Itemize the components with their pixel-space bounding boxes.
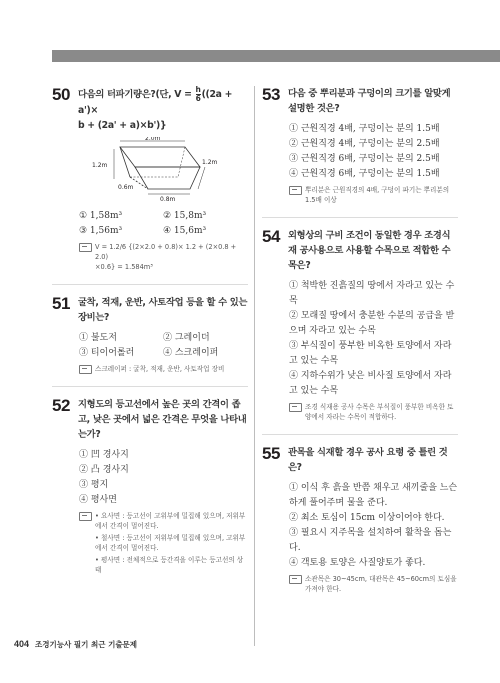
option-2[interactable]: ② 15,8m³ — [163, 211, 207, 221]
option-1[interactable]: ① 이식 후 흙을 반쯤 채우고 새끼줄을 느슨하게 풀어주며 물을 준다. — [289, 483, 458, 508]
header-bar — [52, 50, 500, 62]
question-number: 53 — [262, 85, 280, 104]
dim-mid: 0.6m — [118, 184, 134, 191]
option-2[interactable]: ② 凸 경사지 — [79, 465, 129, 475]
dim-left: 1.2m — [92, 162, 108, 169]
separator — [262, 217, 458, 218]
excavation-diagram — [90, 137, 248, 207]
options — [289, 279, 458, 399]
question-number: 52 — [52, 396, 70, 415]
options — [289, 481, 458, 571]
option-3[interactable]: ③ 티이어롤러 — [79, 348, 135, 358]
option-3[interactable]: ③ 1,56m³ — [79, 226, 123, 236]
question-number: 50 — [52, 85, 70, 104]
separator — [262, 434, 458, 435]
dim-right: 1.2m — [202, 159, 218, 166]
option-1[interactable]: ① 1,58m³ — [79, 211, 123, 221]
options — [79, 448, 248, 508]
question-51 — [52, 295, 248, 374]
question-text: 관목을 식재할 경우 공사 요령 중 틀린 것은? — [288, 447, 448, 473]
option-4[interactable]: ④ 15,6m³ — [163, 226, 207, 236]
options — [289, 122, 458, 182]
question-50 — [52, 86, 248, 272]
option-2[interactable]: ② 근원직경 4배, 구덩이는 분의 2.5배 — [289, 139, 440, 149]
book-title: 조경기능사 필기 최근 기출문제 — [35, 640, 138, 649]
option-1[interactable]: ① 불도저 — [79, 333, 117, 343]
page-number: 404 — [14, 639, 30, 649]
column-divider — [254, 86, 255, 646]
option-4[interactable]: ④ 스크레이퍼 — [163, 348, 219, 358]
options — [79, 209, 248, 239]
answer-note: • 요사면 : 등고선이 고위부에 밀집해 있으며, 저위부에서 간격이 멀어진다. • 철사면 : 등고선이 저위부에 밀집해 있으며, 고위부에서 간격이 멀어진다. • 평사면 : 전체적으로 등간격을 이루는 등고선의 상태 — [79, 511, 248, 575]
option-2[interactable]: ② 최소 토심이 15cm 이상이어야 한다. — [289, 513, 445, 523]
separator — [52, 284, 248, 285]
note-icon — [79, 365, 92, 374]
answer-note: 소관목은 30~45cm, 대관목은 45~60cm의 토심을 가져야 한다. — [289, 574, 458, 594]
option-4[interactable]: ④ 객토용 토양은 사질양토가 좋다. — [289, 558, 426, 568]
question-text: 다음 중 뿌리분과 구덩이의 크기를 알맞게 설명한 것은? — [288, 88, 451, 114]
note-icon — [79, 512, 92, 521]
option-1[interactable]: ① 凹 경사지 — [79, 450, 129, 460]
question-text: 외형상의 구비 조건이 동일한 경우 조경식재 공사용으로 사용할 수목으로 적합한 수목은? — [288, 230, 451, 271]
options — [79, 331, 248, 361]
option-4[interactable]: ④ 평사면 — [79, 495, 117, 505]
left-column — [52, 86, 248, 575]
right-column — [262, 86, 458, 594]
option-3[interactable]: ③ 부식질이 풍부한 비옥한 토양에서 자라고 있는 수목 — [289, 341, 452, 366]
question-number: 54 — [262, 227, 280, 246]
option-4[interactable]: ④ 지하수위가 낮은 비사질 토양에서 자라고 있는 수목 — [289, 371, 452, 396]
note-icon — [289, 403, 302, 412]
answer-note: V = 1.2/6 {(2×2.0 + 0.8)× 1.2 + (2×0.8 + 2.0) ×0.6} = 1.584m³ — [79, 242, 248, 272]
question-number: 55 — [262, 444, 280, 463]
dim-bottom: 0.8m — [160, 196, 176, 203]
option-3[interactable]: ③ 근원직경 6배, 구덩이는 분의 2.5배 — [289, 154, 440, 164]
question-52 — [52, 397, 248, 575]
note-icon — [289, 186, 302, 195]
option-4[interactable]: ④ 근원직경 6배, 구덩이는 분의 1.5배 — [289, 169, 440, 179]
option-1[interactable]: ① 근원직경 4배, 구덩이는 분의 1.5배 — [289, 124, 440, 134]
question-text: 다음의 터파기량은?(단, V = $\frac{h}{6}$ ((2a + a')× b + (2a' + a)×b')} — [78, 85, 233, 131]
separator — [52, 386, 248, 387]
page-footer — [14, 639, 137, 650]
question-54 — [262, 228, 458, 422]
answer-note: 스크레이퍼 : 굴착, 적재, 운반, 사토작업 장비 — [79, 364, 248, 374]
answer-note: 뿌리분은 근원직경의 4배, 구덩이 파기는 뿌리분의 1.5배 이상 — [289, 185, 458, 205]
option-3[interactable]: ③ 평지 — [79, 480, 109, 490]
dim-top: 2.0m — [145, 137, 161, 142]
note-icon — [289, 575, 302, 584]
option-1[interactable]: ① 척박한 진흙질의 땅에서 자라고 있는 수목 — [289, 281, 455, 306]
question-number: 51 — [52, 294, 70, 313]
answer-note: 조경 식재용 공사 수목은 부식질이 풍부한 비옥한 토양에서 자라는 수목이 적합하다. — [289, 402, 458, 422]
option-2[interactable]: ② 그레이더 — [163, 333, 210, 343]
question-55 — [262, 445, 458, 594]
note-icon — [79, 243, 92, 252]
option-2[interactable]: ② 모래질 땅에서 충분한 수분의 공급을 받으며 자라고 있는 수목 — [289, 311, 455, 336]
question-text: 지형도의 등고선에서 높은 곳의 간격이 좁고, 낮은 곳에서 넓은 간격은 무엇을 나타내는가? — [78, 399, 247, 440]
question-53 — [262, 86, 458, 205]
option-3[interactable]: ③ 필요시 지주목을 설치하여 활착을 돕는다. — [289, 528, 452, 553]
question-text: 굴착, 적재, 운반, 사토작업 등을 할 수 있는 장비는? — [78, 297, 248, 323]
